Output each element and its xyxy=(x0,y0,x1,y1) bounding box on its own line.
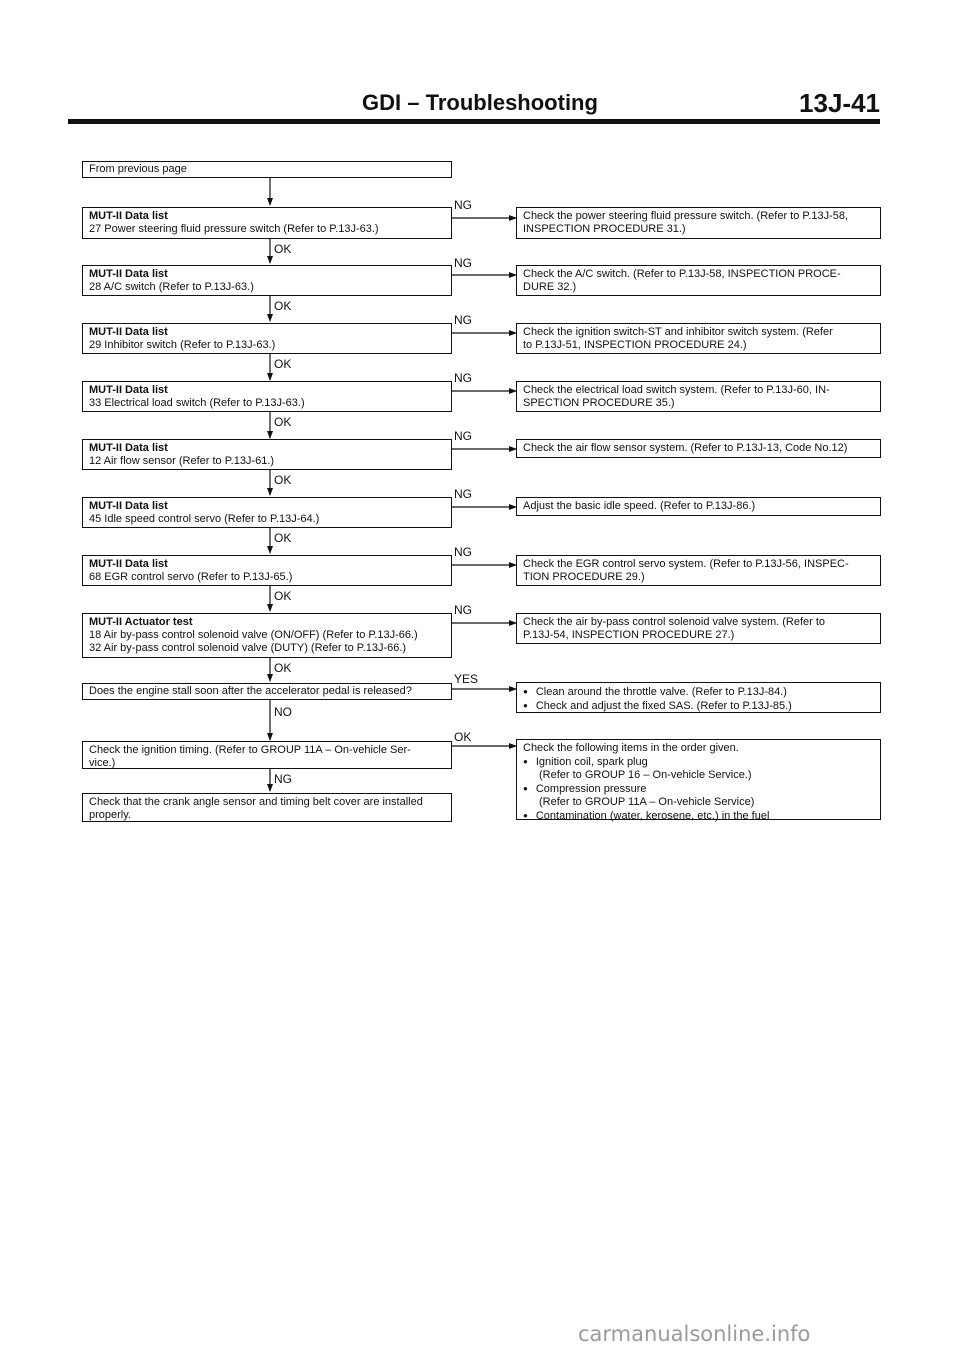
step-box-5: MUT-II Data list 12 Air flow sensor (Refer to P.13J-61.) xyxy=(82,439,452,470)
result-box-3: Check the ignition switch-ST and inhibitor switch system. (Refer to P.13J-51, INSPECTION PROCEDURE 24.) xyxy=(516,323,881,354)
branch-label-3: NG xyxy=(454,313,472,327)
branch-label-6: NG xyxy=(454,487,472,501)
result-box-10: Check the following items in the order given. ● Ignition coil, spark plug (Refer to GROUP 16 – On-vehicle Service.) ● Compression pressure (Refer to GROUP 11A – On-vehicle Service) ● Contamination (water, kerosene, etc.) in the fuel xyxy=(516,739,881,820)
branch-label-2: NG xyxy=(454,256,472,270)
result-box-6: Adjust the basic idle speed. (Refer to P.13J-86.) xyxy=(516,497,881,516)
start-box: From previous page xyxy=(82,161,452,178)
next-label-8: OK xyxy=(274,661,292,675)
result-box-8: Check the air by-pass control solenoid valve system. (Refer to P.13J-54, INSPECTION PROCEDURE 27.) xyxy=(516,613,881,644)
branch-label-4: NG xyxy=(454,371,472,385)
step-box-3: MUT-II Data list 29 Inhibitor switch (Refer to P.13J-63.) xyxy=(82,323,452,354)
step-box-7: MUT-II Data list 68 EGR control servo (Refer to P.13J-65.) xyxy=(82,555,452,586)
step-box-1: MUT-II Data list 27 Power steering fluid pressure switch (Refer to P.13J-63.) xyxy=(82,207,452,239)
next-label-7: OK xyxy=(274,589,292,603)
branch-label-8: NG xyxy=(454,603,472,617)
next-label-3: OK xyxy=(274,357,292,371)
page-number: 13J-41 xyxy=(799,88,880,118)
result-box-4: Check the electrical load switch system. (Refer to P.13J-60, IN- SPECTION PROCEDURE 35.) xyxy=(516,381,881,412)
step-box-4: MUT-II Data list 33 Electrical load switch (Refer to P.13J-63.) xyxy=(82,381,452,412)
result-box-7: Check the EGR control servo system. (Refer to P.13J-56, INSPEC- TION PROCEDURE 29.) xyxy=(516,555,881,586)
next-label-6: OK xyxy=(274,531,292,545)
branch-label-7: NG xyxy=(454,545,472,559)
next-label-5: OK xyxy=(274,473,292,487)
step-box-6: MUT-II Data list 45 Idle speed control servo (Refer to P.13J-64.) xyxy=(82,497,452,528)
result-box-1: Check the power steering fluid pressure switch. (Refer to P.13J-58, INSPECTION PROCEDURE 31.) xyxy=(516,207,881,239)
result-box-2: Check the A/C switch. (Refer to P.13J-58, INSPECTION PROCE- DURE 32.) xyxy=(516,265,881,296)
next-label-10: NG xyxy=(274,772,292,786)
result-box-5: Check the air flow sensor system. (Refer to P.13J-13, Code No.12) xyxy=(516,439,881,458)
step-box-8: MUT-II Actuator test 18 Air by-pass control solenoid valve (ON/OFF) (Refer to P.13J-66.) 32 Air by-pass control solenoid valve (DUTY) (Refer to P.13J-66.) xyxy=(82,613,452,658)
branch-label-9: YES xyxy=(454,672,479,686)
step-box-2: MUT-II Data list 28 A/C switch (Refer to P.13J-63.) xyxy=(82,265,452,296)
next-label-2: OK xyxy=(274,299,292,313)
branch-label-1: NG xyxy=(454,198,472,212)
step-box-11: Check that the crank angle sensor and timing belt cover are installed properly. xyxy=(82,793,452,822)
page-title: GDI – Troubleshooting xyxy=(362,90,598,115)
next-label-4: OK xyxy=(274,415,292,429)
question-box: Does the engine stall soon after the accelerator pedal is released? xyxy=(82,683,452,700)
next-label-9: NO xyxy=(274,705,292,719)
watermark: carmanualsonline.info xyxy=(578,1322,811,1346)
step-box-10: Check the ignition timing. (Refer to GROUP 11A – On-vehicle Ser- vice.) xyxy=(82,741,452,769)
next-label-1: OK xyxy=(274,242,292,256)
branch-label-5: NG xyxy=(454,429,472,443)
branch-label-10: OK xyxy=(454,730,472,744)
result-box-9: ● Clean around the throttle valve. (Refer to P.13J-84.) ● Check and adjust the fixed SAS. (Refer to P.13J-85.) xyxy=(516,682,881,713)
